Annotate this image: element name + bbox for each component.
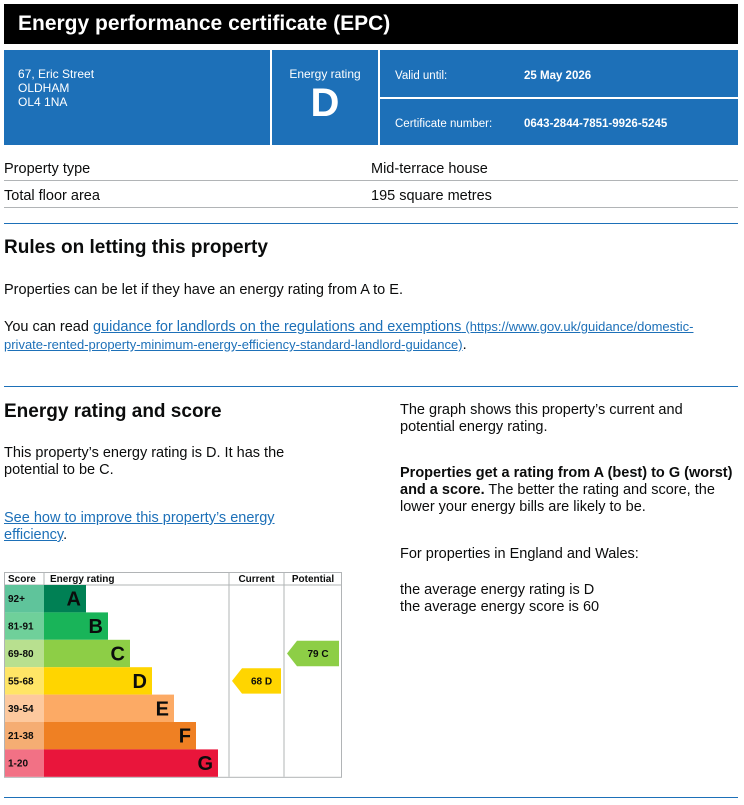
- chart-header-current: Current: [238, 574, 275, 585]
- letting-paragraph: Properties can be let if they have an energy rating from A to E.: [4, 282, 403, 298]
- rating-letter-g: G: [197, 753, 213, 776]
- average-rating: the average energy rating is D: [400, 582, 595, 598]
- potential-rating-label: 79 C: [307, 649, 329, 660]
- certificate-number-label: Certificate number:: [395, 118, 493, 130]
- section-divider: [4, 386, 738, 387]
- property-address: [4, 50, 270, 145]
- rating-bar-g: [44, 749, 218, 776]
- landlord-guidance-url-2: private-rented-property-minimum-energy-efficiency-standard-landlord-guidance): [4, 337, 463, 352]
- england-wales-label: For properties in England and Wales:: [400, 546, 639, 562]
- chart-header-energy-rating: Energy rating: [50, 574, 115, 585]
- valid-until-box: [380, 50, 738, 97]
- rating-letter-e: E: [155, 698, 169, 721]
- energy-rating-graph: [4, 572, 342, 779]
- rating-bar-f: [44, 722, 196, 749]
- section-divider: [4, 797, 738, 798]
- landlord-guidance-link[interactable]: [4, 319, 693, 353]
- property-type-row: [4, 154, 738, 181]
- rating-explanation-bold: Properties get a rating from A (best) to G (worst) and a score.: [400, 465, 733, 498]
- section-divider: [4, 223, 738, 224]
- rating-explanation: [400, 465, 736, 516]
- landlord-guidance-url-1: (https://www.gov.uk/guidance/domestic-: [465, 319, 694, 334]
- score-label-e: 39-54: [8, 703, 34, 715]
- floor-area-label: Total floor area: [4, 188, 100, 204]
- guidance-suffix: .: [462, 337, 467, 353]
- energy-rating-chart: [4, 572, 342, 779]
- certificate-number-box: [380, 99, 738, 145]
- score-label-f: 21-38: [8, 731, 34, 743]
- rating-letter-b: B: [88, 616, 103, 639]
- energy-rating-box: [272, 50, 378, 145]
- rating-bar-e: [44, 695, 174, 722]
- address-line-2: OLDHAM: [18, 81, 70, 95]
- rating-letter-f: F: [178, 725, 191, 748]
- letting-guidance-paragraph: [4, 318, 734, 354]
- rating-letter-a: A: [66, 588, 81, 611]
- average-score: the average energy score is 60: [400, 599, 600, 615]
- score-paragraph: This property’s energy rating is D. It has the potential to be C.: [4, 445, 285, 478]
- rating-letter-d: D: [132, 670, 147, 693]
- page-title: Energy performance certificate (EPC): [4, 4, 738, 44]
- score-heading: Energy rating and score: [4, 401, 222, 422]
- floor-area-value: 195 square metres: [371, 188, 492, 204]
- score-label-d: 55-68: [8, 676, 34, 688]
- valid-until-label: Valid until:: [395, 70, 448, 82]
- property-type-value: Mid-terrace house: [371, 161, 488, 177]
- address-line-3: OL4 1NA: [18, 95, 68, 109]
- rating-letter-c: C: [110, 643, 125, 666]
- energy-rating-value: D: [310, 81, 340, 125]
- current-rating-label: 68 D: [250, 676, 273, 688]
- landlord-guidance-link-text: guidance for landlords on the regulations and exemptions: [92, 319, 462, 335]
- improve-suffix: .: [63, 527, 68, 543]
- improve-paragraph: [4, 510, 304, 544]
- score-label-c: 69-80: [8, 649, 34, 660]
- energy-rating-label: Energy rating: [289, 67, 361, 81]
- valid-until-value: 25 May 2026: [524, 70, 592, 82]
- floor-area-row: [4, 181, 738, 208]
- rating-explanation-text: The better the rating and score, the lower your energy bills are likely to be.: [400, 482, 715, 515]
- score-label-a: 92+: [8, 594, 25, 606]
- improve-efficiency-link[interactable]: See how to improve this property’s energy efficiency: [4, 510, 275, 543]
- property-type-label: Property type: [4, 161, 91, 177]
- graph-description: The graph shows this property’s current and potential energy rating.: [400, 402, 683, 435]
- certificate-number-value: 0643-2844-7851-9926-5245: [524, 118, 668, 130]
- chart-header-score: Score: [8, 574, 36, 585]
- certificate-summary: [4, 50, 738, 145]
- score-label-g: 1-20: [8, 758, 29, 770]
- score-label-b: 81-91: [8, 621, 34, 633]
- address-line-1: 67, Eric Street: [18, 67, 95, 81]
- chart-header-potential: Potential: [291, 574, 335, 585]
- letting-heading: Rules on letting this property: [4, 237, 268, 258]
- guidance-prefix: You can read: [4, 319, 93, 335]
